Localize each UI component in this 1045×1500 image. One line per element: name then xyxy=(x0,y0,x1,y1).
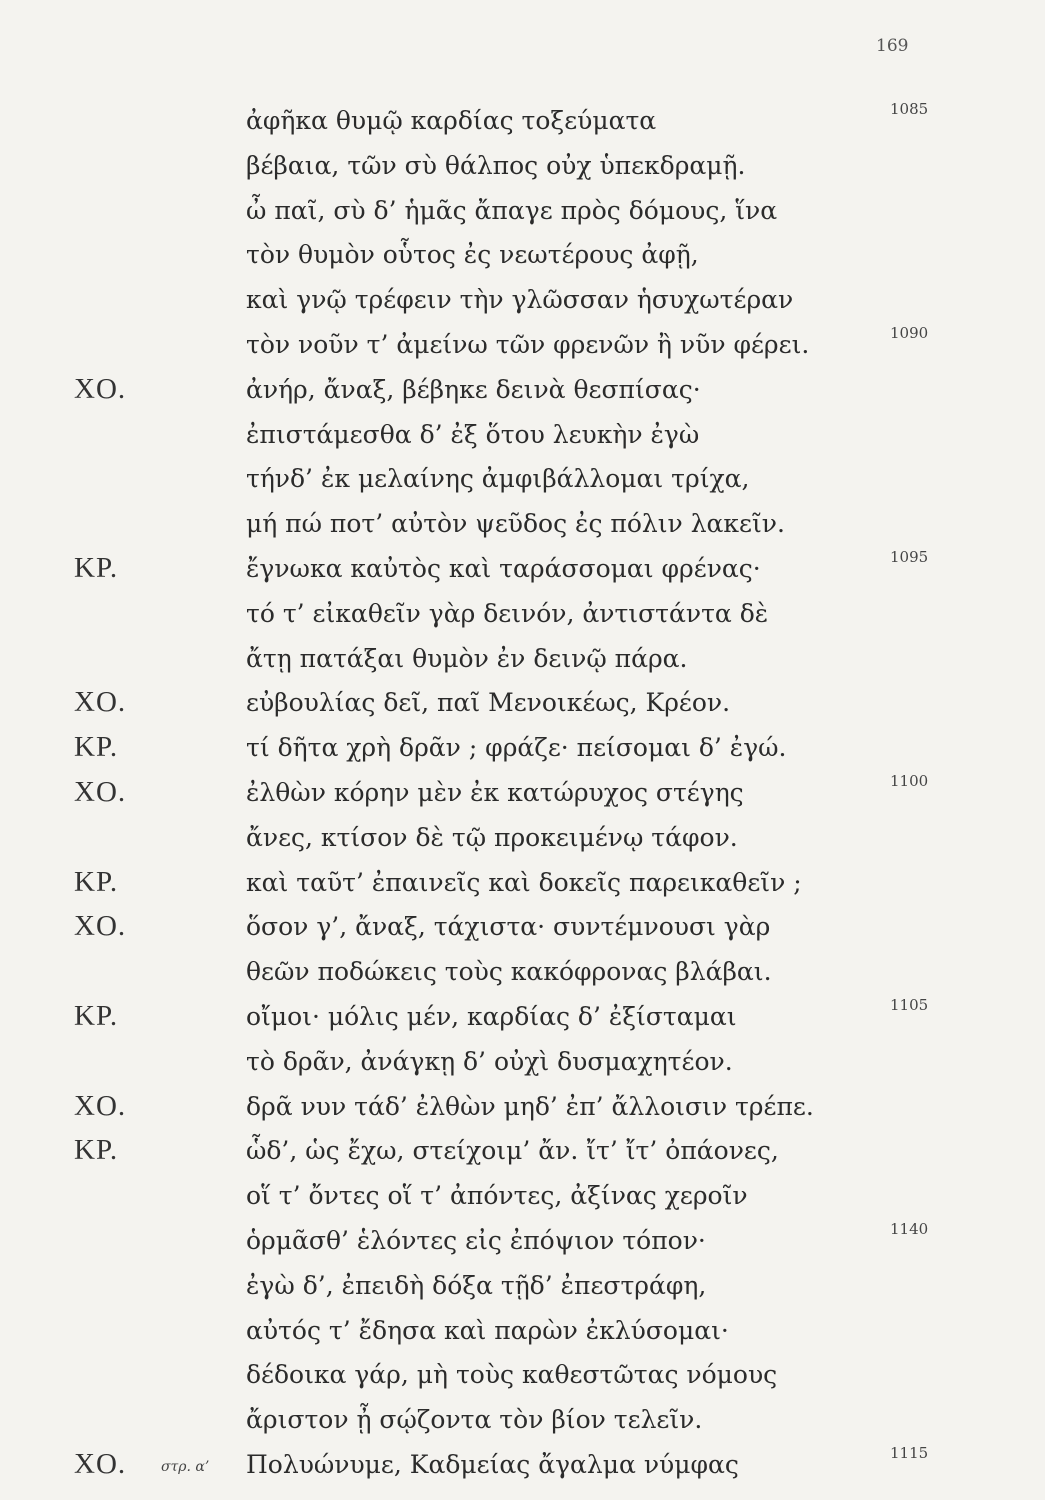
line-number: 1085 xyxy=(890,100,929,118)
verse-line xyxy=(0,234,1045,279)
verse-line xyxy=(0,1310,1045,1355)
page-number: 169 xyxy=(876,36,909,56)
verse-text: ἐπιστάμεσθα δ’ ἐξ ὅτου λευκὴν ἐγὼ xyxy=(246,419,700,449)
verse-line xyxy=(0,145,1045,190)
verse-text: εὐβουλίας δεῖ, παῖ Μενοικέως, Κρέον. xyxy=(246,688,731,718)
verse-text: ὧδ’, ὡς ἔχω, στείχοιμ’ ἄν. ἴτ’ ἴτ’ ὀπάονες, xyxy=(246,1136,779,1166)
verse-text: δέδοικα γάρ, μὴ τοὺς καθεστῶτας νόμους xyxy=(246,1360,778,1390)
verse-text: ἄνες, κτίσον δὲ τῷ προκειμένῳ τάφον. xyxy=(246,822,738,852)
strophe-marker: στρ. α’ xyxy=(161,1458,210,1475)
verse-text: ὁρμᾶσθ’ ἑλόντες εἰς ἐπόψιον τόπον· xyxy=(246,1225,706,1255)
verse-text: οἴμοι· μόλις μέν, καρδίας δ’ ἐξίσταμαι xyxy=(246,1001,737,1031)
speaker-label: ΧΟ. xyxy=(74,775,127,808)
verse-line xyxy=(0,1220,1045,1265)
line-number: 1090 xyxy=(890,323,929,342)
verse-line xyxy=(0,1399,1045,1444)
verse-line xyxy=(0,190,1045,235)
verse-text: τὸ δρᾶν, ἀνάγκῃ δ’ οὐχὶ δυσμαχητέον. xyxy=(246,1046,733,1076)
verse-line xyxy=(0,1444,1045,1489)
verse-text: τὸν νοῦν τ’ ἀμείνω τῶν φρενῶν ἢ νῦν φέρει. xyxy=(246,329,810,359)
speaker-label: ΧΟ. xyxy=(74,1447,127,1480)
verse-line xyxy=(0,682,1045,727)
verse-text: ὅσον γ’, ἄναξ, τάχιστα· συντέμνουσι γὰρ xyxy=(246,912,771,942)
verse-text: ἀφῆκα θυμῷ καρδίας τοξεύματα xyxy=(246,106,657,135)
verse-line xyxy=(0,1086,1045,1131)
speaker-label: ΧΟ. xyxy=(74,1089,127,1122)
verse-line xyxy=(0,414,1045,459)
verse-line xyxy=(0,1265,1045,1310)
verse-text: τήνδ’ ἐκ μελαίνης ἀμφιβάλλομαι τρίχα, xyxy=(246,464,750,494)
verse-line xyxy=(0,1354,1045,1399)
verse-text: αὐτός τ’ ἔδησα καὶ παρὼν ἐκλύσομαι· xyxy=(246,1315,729,1345)
verse-line xyxy=(0,906,1045,951)
verse-text: τό τ’ εἰκαθεῖν γὰρ δεινόν, ἀντιστάντα δὲ xyxy=(246,598,769,628)
verse-line xyxy=(0,503,1045,548)
verse-text: ἄριστον ᾖ σῴζοντα τὸν βίον τελεῖν. xyxy=(246,1405,703,1435)
verse-text: οἵ τ’ ὄντες οἵ τ’ ἀπόντες, ἀξίνας χεροῖν xyxy=(246,1181,748,1211)
speaker-label: ΚΡ. xyxy=(74,731,119,764)
speaker-label: ΚΡ. xyxy=(74,551,119,584)
verse-text: τί δῆτα χρὴ δρᾶν ; φράζε· πείσομαι δ’ ἐγώ. xyxy=(246,733,787,763)
verse-line xyxy=(0,279,1045,324)
verse-line xyxy=(0,862,1045,907)
line-number: 1095 xyxy=(890,547,929,566)
verse-line xyxy=(0,324,1045,369)
verse-line xyxy=(0,817,1045,862)
verse-line xyxy=(0,996,1045,1041)
verse-line xyxy=(0,727,1045,772)
verse-line xyxy=(0,458,1045,503)
line-number: 1115 xyxy=(890,1443,929,1462)
speaker-label: ΧΟ. xyxy=(74,686,127,719)
verse-text: μή πώ ποτ’ αὐτὸν ψεῦδος ἐς πόλιν λακεῖν. xyxy=(246,509,785,539)
verse-text: ἀνήρ, ἄναξ, βέβηκε δεινὰ θεσπίσας· xyxy=(246,374,701,404)
line-number: 1140 xyxy=(890,1219,929,1238)
verse-text: Πολυώνυμε, Καδμείας ἄγαλμα νύμφας xyxy=(246,1449,739,1479)
line-number: 1100 xyxy=(890,771,929,790)
speaker-label: ΚΡ. xyxy=(74,1134,119,1167)
verse-line xyxy=(0,1130,1045,1175)
verse-line xyxy=(0,772,1045,817)
verse-text: δρᾶ νυν τάδ’ ἐλθὼν μηδ’ ἐπ’ ἄλλοισιν τρέπε. xyxy=(246,1091,814,1121)
verse-text: ἐλθὼν κόρην μὲν ἐκ κατώρυχος στέγης xyxy=(246,777,744,807)
verse-line xyxy=(0,100,1045,145)
speaker-label: ΚΡ. xyxy=(74,865,119,898)
verse-line xyxy=(0,548,1045,593)
verse-text: ἔγνωκα καὐτὸς καὶ ταράσσομαι φρένας· xyxy=(246,553,761,583)
verse-text: τὸν θυμὸν οὗτος ἐς νεωτέρους ἀφῇ, xyxy=(246,240,699,270)
verse-block xyxy=(0,100,1045,1489)
verse-text: ἐγὼ δ’, ἐπειδὴ δόξα τῇδ’ ἐπεστράφη, xyxy=(246,1270,707,1300)
speaker-label: ΧΟ. xyxy=(74,910,127,943)
verse-text: ἄτῃ πατάξαι θυμὸν ἐν δεινῷ πάρα. xyxy=(246,643,688,673)
verse-line xyxy=(0,1041,1045,1086)
verse-line xyxy=(0,951,1045,996)
speaker-label: ΚΡ. xyxy=(74,999,119,1032)
verse-text: καὶ γνῷ τρέφειν τὴν γλῶσσαν ἡσυχωτέραν xyxy=(246,285,794,315)
line-number: 1105 xyxy=(890,995,929,1014)
verse-line xyxy=(0,593,1045,638)
verse-line xyxy=(0,638,1045,683)
verse-line xyxy=(0,1175,1045,1220)
verse-text: βέβαια, τῶν σὺ θάλπος οὐχ ὑπεκδραμῇ. xyxy=(246,150,746,180)
speaker-label: ΧΟ. xyxy=(74,372,127,405)
verse-text: θεῶν ποδώκεις τοὺς κακόφρονας βλάβαι. xyxy=(246,957,772,987)
verse-line xyxy=(0,369,1045,414)
verse-text: ὦ παῖ, σὺ δ’ ἡμᾶς ἄπαγε πρὸς δόμους, ἵνα xyxy=(246,195,778,225)
verse-text: καὶ ταῦτ’ ἐπαινεῖς καὶ δοκεῖς παρεικαθεῖν ; xyxy=(246,867,802,897)
